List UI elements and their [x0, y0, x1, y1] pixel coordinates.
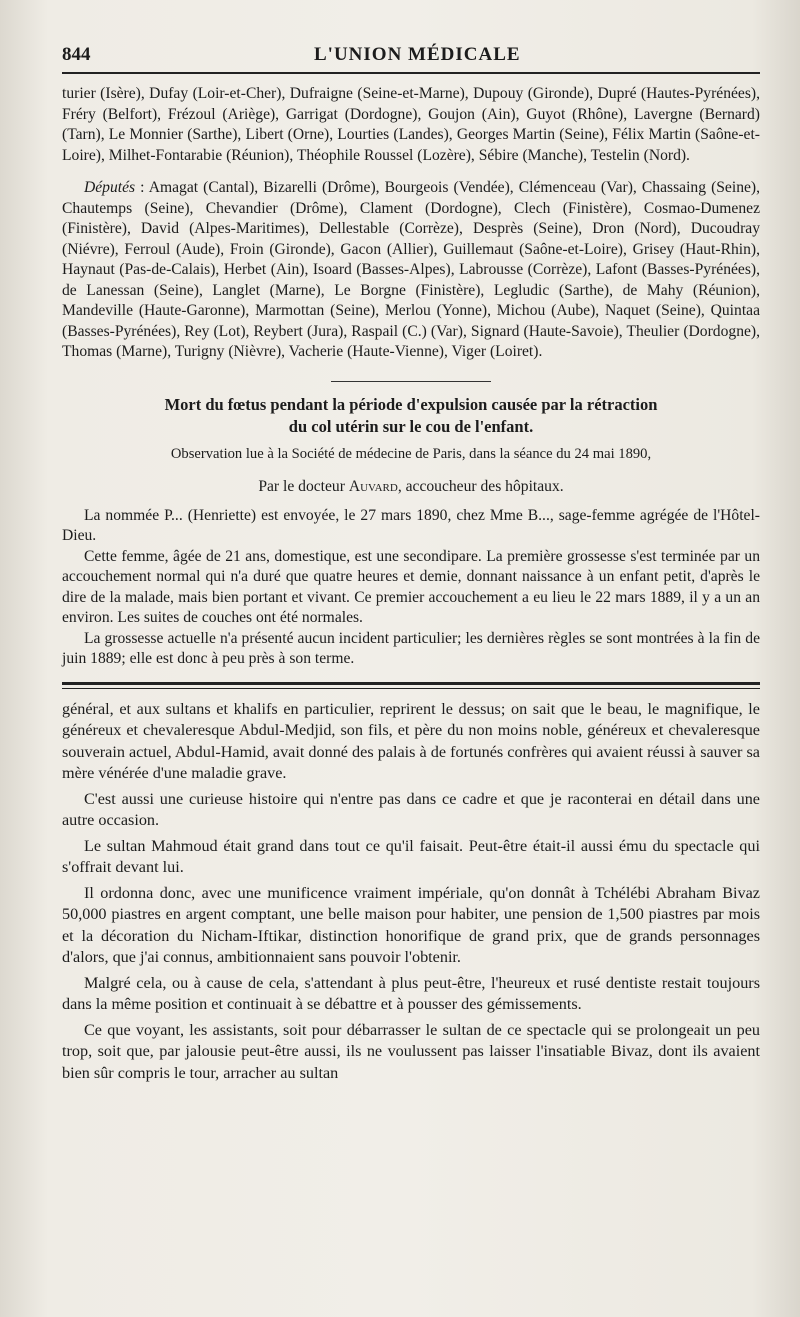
feuilleton-paragraph: Ce que voyant, les assistants, soit pour débarrasser le sultan de ce spectacle qui se prolongeait un peu trop, soit que, par jalousie peut-être aussi, ils ne voulussent pas laisser l'insatiable Bivaz, dont ils avaient bien sûr compris le tour, arracher au sultan — [62, 1020, 760, 1082]
article-paragraph: La grossesse actuelle n'a présenté aucun incident particulier; les dernières règles se sont montrées à la fin de juin 1889; elle est donc à peu près à son terme. — [62, 629, 760, 667]
feuilleton-paragraph: général, et aux sultans et khalifs en particulier, reprirent le dessus; on sait que le beau, le magnifique, le généreux et chevaleresque Abdul-Medjid, son fils, et père du non moins noble, généreux et chevaleresque souverain actuel, Abdul-Hamid, avait donné des palais à de fortunés confrères qui avaient réussi à sauver sa mère vénérée d'une maladie grave. — [62, 699, 760, 782]
representatives-list — [62, 84, 760, 363]
article-byline — [62, 478, 760, 496]
article-paragraph: La nommée P... (Henriette) est envoyée, le 27 mars 1890, chez Mme B..., sage-femme agrégée de l'Hôtel-Dieu. — [62, 506, 760, 544]
header-rule — [62, 72, 760, 74]
section-divider — [331, 381, 491, 382]
feuilleton-paragraph: Il ordonna donc, avec une munificence vraiment impériale, qu'on donnât à Tchélébi Abraham Bivaz 50,000 piastres en argent comptant, une belle maison pour habiter, une pension de 1,500 piastres par mois et la décoration du Nicham-Iftikar, distinction honorifique de grand prix, que de grands personnages d'alors, que j'ai connus, ambitionnaient sans pouvoir l'obtenir. — [62, 883, 760, 966]
page-header — [62, 38, 760, 68]
byline-author: Auvard — [348, 477, 398, 495]
feuilleton-paragraph: Malgré cela, ou à cause de cela, s'attendant à plus peut-être, l'heureux et rusé dentiste restait toujours dans la même position et continuait à se débattre et à pousser des gémissements. — [62, 973, 760, 1013]
feuilleton-paragraph: Le sultan Mahmoud était grand dans tout ce qu'il faisait. Peut-être était-il aussi ému du spectacle qui s'offrait devant lui. — [62, 836, 760, 876]
feuilleton-paragraph: C'est aussi une curieuse histoire qui n'entre pas dans ce cadre et que je raconterai en détail dans une autre occasion. — [62, 789, 760, 829]
article — [62, 394, 760, 670]
article-paragraph: Cette femme, âgée de 21 ans, domestique, est une secondipare. La première grossesse s'est terminée par un accouchement normal qui n'a duré que quatre heures et demie, donnant naissance à un enfant petit, d'après le dire de la malade, mais bien portant et vivant. Ce premier accouchement a eu lieu le 22 mars 1889, il y a un an environ. Les suites de couches ont été normales. — [62, 547, 760, 626]
running-title: L'UNION MÉDICALE — [314, 44, 521, 65]
feuilleton — [62, 699, 760, 1085]
deputies-paragraph: Députés : Amagat (Cantal), Bizarelli (Drôme), Bourgeois (Vendée), Clémenceau (Var), Chassaing (Seine), Chautemps (Seine), Chevandier (Drôme), Clament (Dordogne), Clech (Finistère), Cosmao-Dumenez (Finistère), David (Alpes-Maritimes), Dellestable (Corrèze), Desprès (Seine), Dron (Nord), Ducoudray (Niévre), Ferroul (Aude), Froin (Gironde), Gacon (Allier), Guillemaut (Saône-et-Loire), Grisey (Haut-Rhin), Haynaut (Pas-de-Calais), Herbet (Ain), Isoard (Basses-Alpes), Labrousse (Corrèze), Lafont (Basses-Pyrénées), de Lanessan (Seine), Langlet (Marne), Le Borgne (Finistère), Legludic (Sarthe), de Mahy (Réunion), Mandeville (Haute-Garonne), Marmottan (Seine), Merlou (Yonne), Michou (Aube), Naquet (Seine), Quintaa (Basses-Pyrénées), Rey (Lot), Reybert (Jura), Raspail (C.) (Var), Signard (Haute-Savoie), Theulier (Dordogne), Thomas (Marne), Turigny (Nièvre), Vacherie (Haute-Vienne), Viger (Loiret). — [62, 179, 760, 360]
article-title-line-2: du col utérin sur le cou de l'enfant. — [288, 416, 534, 436]
deputies-label: Députés — [84, 179, 136, 196]
article-observation-note: Observation lue à la Société de médecine de Paris, dans la séance du 24 mai 1890, — [170, 445, 652, 462]
article-title — [62, 394, 760, 438]
byline-prefix: Par le docteur — [258, 477, 345, 495]
article-title-line-1: Mort du fœtus pendant la période d'expulsion causée par la rétraction — [164, 394, 658, 414]
senators-paragraph: turier (Isère), Dufay (Loir-et-Cher), Dufraigne (Seine-et-Marne), Dupouy (Gironde), Dupré (Hautes-Pyrénées), Fréry (Belfort), Frézoul (Ariège), Garrigat (Dordogne), Goujon (Ain), Guyot (Rhône), Lavergne (Bernard) (Tarn), Le Monnier (Sarthe), Libert (Orne), Lourties (Landes), Georges Martin (Seine), Félix Martin (Saône-et-Loire), Milhet-Fontarabie (Réunion), Théophile Roussel (Lozère), Sébire (Manche), Testelin (Nord). — [62, 85, 760, 164]
feuilleton-divider — [62, 682, 760, 689]
byline-suffix: , accoucheur des hôpitaux. — [397, 477, 564, 495]
page-number: 844 — [62, 44, 91, 65]
deputies-text: Amagat (Cantal), Bizarelli (Drôme), Bourgeois (Vendée), Clémenceau (Var), Chassaing (Seine), Chautemps (Seine), Chevandier (Drôme), Clament (Dordogne), Clech (Finistère), Cosmao-Dumenez (Finistère), David (Alpes-Maritimes), Dellestable (Corrèze), Desprès (Seine), Dron (Nord), Ducoudray (Niévre), Ferroul (Aude), Froin (Gironde), Gacon (Allier), Guillemaut (Saône-et-Loire), Grisey (Haut-Rhin), Haynaut (Pas-de-Calais), Herbet (Ain), Isoard (Basses-Alpes), Labrousse (Corrèze), Lafont (Basses-Pyrénées), de Lanessan (Seine), Langlet (Marne), Le Borgne (Finistère), Legludic (Sarthe), de Mahy (Réunion), Mandeville (Haute-Garonne), Marmottan (Seine), Merlou (Yonne), Michou (Aube), Naquet (Seine), Quintaa (Basses-Pyrénées), Rey (Lot), Reybert (Jura), Raspail (C.) (Var), Signard (Haute-Savoie), Theulier (Dordogne), Thomas (Marne), Turigny (Nièvre), Vacherie (Haute-Vienne), Viger (Loiret). — [62, 179, 760, 360]
